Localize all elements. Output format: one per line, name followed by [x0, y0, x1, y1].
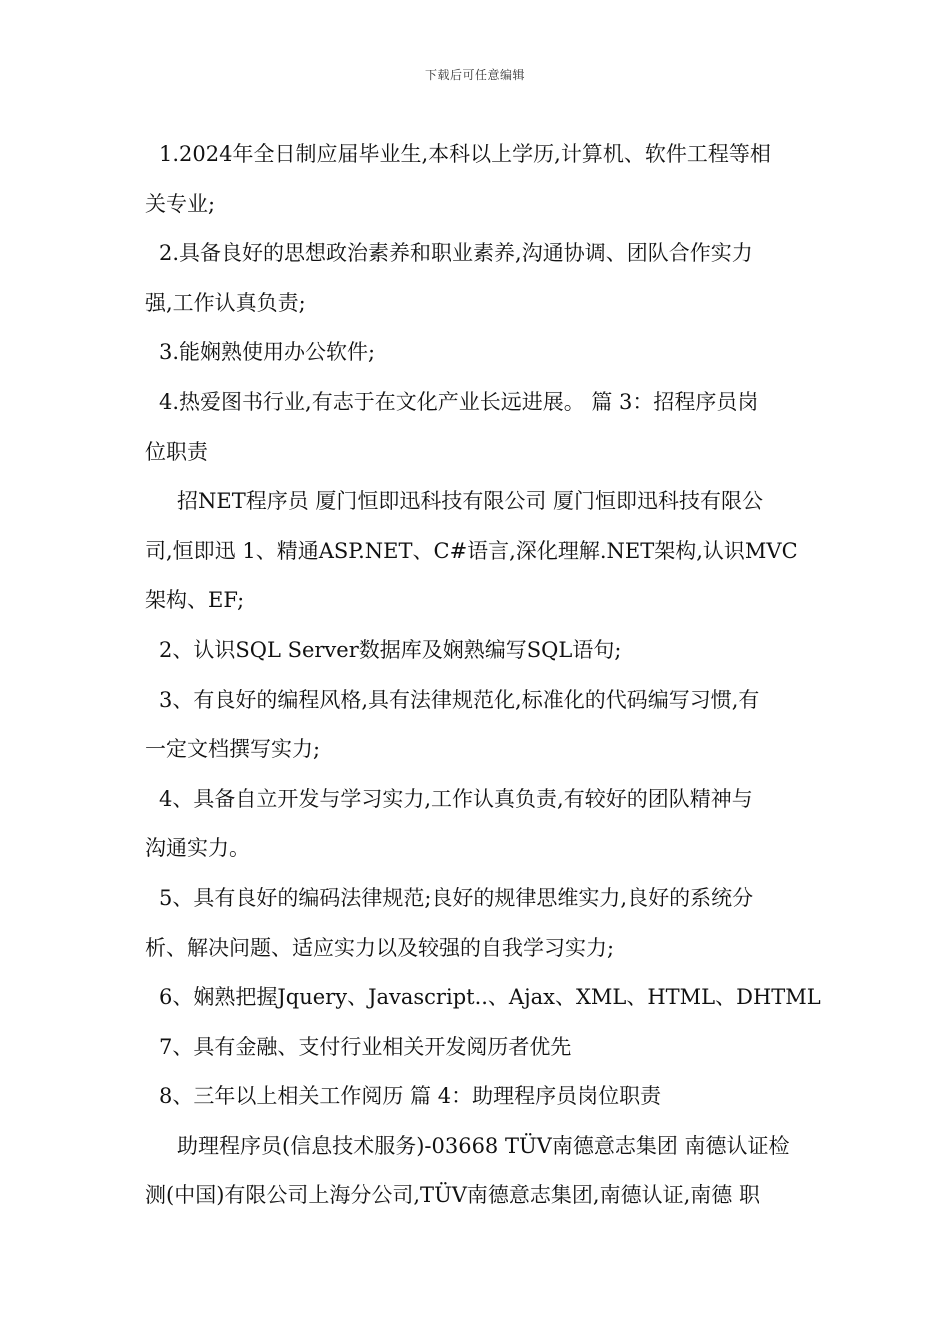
- text-line: 3、有良好的编程风格,具有法律规范化,标准化的代码编写习惯,有: [159, 687, 760, 712]
- text-line: 招NET程序员 厦门恒即迅科技有限公司 厦门恒即迅科技有限公: [177, 489, 764, 514]
- text-line: 8、三年以上相关工作阅历 篇 4：助理程序员岗位职责: [159, 1084, 662, 1109]
- text-line: 2、认识SQL Server数据库及娴熟编写SQL语句;: [159, 637, 622, 662]
- document-body: [145, 130, 821, 1221]
- text-line: 测(中国)有限公司上海分公司,TÜV南德意志集团,南德认证,南德 职: [145, 1183, 760, 1208]
- text-line: 6、娴熟把握Jquery、Javascript..、Ajax、XML、HTML、DHTML: [159, 985, 821, 1010]
- text-line: 3.能娴熟使用办公软件;: [159, 340, 376, 365]
- text-line: 一定文档撰写实力;: [145, 737, 321, 762]
- text-line: 架构、EF;: [145, 588, 245, 613]
- text-line: 1.2024年全日制应届毕业生,本科以上学历,计算机、软件工程等相: [159, 142, 771, 166]
- text-line: 关专业;: [145, 191, 216, 216]
- text-line: 4、具备自立开发与学习实力,工作认真负责,有较好的团队精神与: [159, 786, 753, 811]
- text-line: 强,工作认真负责;: [145, 290, 306, 315]
- text-line: 7、具有金融、支付行业相关开发阅历者优先: [159, 1034, 572, 1059]
- text-line: 司,恒即迅 1、精通ASP.NET、C#语言,深化理解.NET架构,认识MVC: [145, 538, 798, 563]
- text-line: 4.热爱图书行业,有志于在文化产业长远进展。 篇 3：招程序员岗: [159, 389, 759, 414]
- text-line: 5、具有良好的编码法律规范;良好的规律思维实力,良好的系统分: [159, 885, 754, 910]
- text-line: 助理程序员(信息技术服务)-03668 TÜV南德意志集团 南德认证检: [177, 1133, 790, 1158]
- text-line: 沟通实力。: [145, 836, 250, 861]
- text-line: 析、解决问题、适应实力以及较强的自我学习实力;: [145, 935, 615, 960]
- text-line: 位职责: [145, 439, 208, 464]
- page-header: 下载后可任意编辑: [424, 68, 525, 82]
- text-line: 2.具备良好的思想政治素养和职业素养,沟通协调、团队合作实力: [159, 241, 753, 266]
